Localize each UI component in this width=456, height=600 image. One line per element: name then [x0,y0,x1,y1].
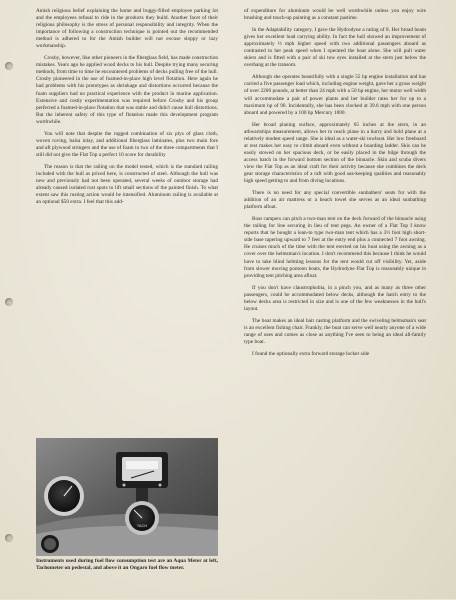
aqua-meter-gauge [44,476,84,516]
paragraph: In the Adaptability category, I gave the Hydrodyne a rating of 8. Her broad beam gives her excellent load carrying ability. In fact the hull showed an improvement of approximately ⅓ mph higher speed with two additional passengers aboard as contrasted to her peak speed when I operated the boat alone. She will pull water skiers and is fitted with a pair of ski tow eyes installed at the stern just below the overhang at the transom. [244,27,426,69]
binder-hole [5,298,13,306]
binder-hole [5,62,13,70]
instrument-photo [36,438,218,556]
paragraph: Boat campers can pitch a two-man tent on the deck forward of the binnacle using the railing for line securing in lieu of tent pegs. An owner of a Flat Top I know reports that he bought a lean-to type two-man tent which has a 3½ foot high short-side base tapering upward to 7 feet at the entry end plus a connected 7 foot awning. He cruises much of the time with the tent erected on his boat using the awning as a cover over the helmsman's location. I don't recommend this because I think he would have to take blind helming lessons for the tent would cut off visibility. Yet, aside from slower moving pontoon boats, the Hydrodyne Flat Top is reasonably unique in providing tent pitching area afloat. [244,216,426,279]
tachometer-gauge [125,501,159,535]
photo-caption: Instruments used during fuel flow consumption test are an Aqua Meter at left, Tachometer on pedestal, and above it an Ongaro fuel flow meter. [36,558,218,572]
tachometer-label: TACH [136,523,148,528]
paragraph: Her broad planing surface, approximately 65 inches at the stern, in an athwartships measurement, allows her to reach plane in a hurry and hold plane at a relatively modest speed range. She is ideal as a water-ski towboat. Her low freeboard at rest makes her easy to climb aboard even without a boarding ladder. Skis can be easily stowed on her spacious deck, or be easily placed in the bilge through the access hatch in the forward bottom section of the binnacle. Skin and scuba divers view the Flat Top as an ideal craft for their activity because she combines the deck gear storage characteristics of a raft with good sea-keeping qualities and reasonably high speed getting to and from diving locations. [244,121,426,185]
right-text-column [244,8,426,600]
paragraph: You will note that despite the rugged combination of six plys of glass cloth, woven roving, balsa inlay, and additional fiberglass laminates, plus two main fore and aft plywood stringers and the use of foam in two of the three compartments that I still did not give the Flat Top a perfect 10 score for durability [36,130,218,158]
paragraph: Crosby, however, like other pioneers in the fiberglass field, has made construction mistakes. Years ago he applied wood decks to his hull. Despite trying many securing methods, from time to time he encountered problems of decks pulling free of the hull. Crosby pioneered in the use of foamed-in-place high level flotation. Here again he had problems with his prototypes as shrinkage and distortions occurred because the foam suppliers had no practical experience with the product in marine application. Extensive and costly experimentation was required before Crosby and his group perfected a foamed-in-place flotation that was stable and didn't cause hull distortions. But the inherent safety of this type of flotation made this development program worthwhile. [36,55,218,125]
left-text-column [36,8,218,438]
binder-hole [5,534,13,542]
paragraph: Although she operates beautifully with a single 55 hp engine installation and has carried a five passenger load which, including engine weight, gave her a gross weight of over 2200 pounds, at better than 24 mph with a 50 hp engine, her motor well width will accommodate a pair of power plants and her builder rates her for up to a maximum hp of 90. Incidentally, she has been clocked at 39.6 mph with one person aboard and powered by a 100 hp Mercury 1000. [244,74,426,116]
paragraph: of expenditure for aluminum would be well worthwhile unless you enjoy wire brushing and touch-up painting as a constant pastime. [244,8,426,22]
paragraph: If you don't have claustrophobia, in a pinch you, and as many as three other passengers, could be accommodated below decks, although the hatch entry to the below decks area is restricted in size and is one of the few weaknesses in the hull's layout. [244,284,426,312]
paragraph: The reason is that the railing on the model tested, which is the standard railing included with the hull as priced here, is constructed of steel. Although the hull was new and previously had not been operated, several weeks of outdoor storage had already caused isolated rust spots to lift small sections of the painted finish. To what extent saw this rusting action would be intensified. Aluminum railing is available at an optional $50 extra. I feel that this add- [36,163,218,206]
paragraph: I found the optionally extra forward storage locker side [252,351,370,358]
paragraph: There is no need for any special convertible sunbathers' seats for with the addition of an air mattress or a beach towel she serves as an ideal sunbathing platform afloat. [244,190,426,211]
fuel-flow-meter [116,452,168,488]
paragraph: The boat makes an ideal bait casting platform and the swiveling helmsman's seat is an excellent fishing chair. Frankly, the boat can serve well nearly anyone of a wide range of uses and comes as close as anything I've seen to being an ideal all-family type boat. [244,317,426,345]
paragraph: Amish religious belief explaining the home and buggy-filled employee parking lot and the employees refusal to ride in the products they build. Another facet of their religious philosophy is the stress of personal responsibility and integrity. When the importance of following a construction technique is pointed out the recommended method is adhered to for the Amish builder will not excuse sloppy or lazy workmanship. [36,8,218,50]
